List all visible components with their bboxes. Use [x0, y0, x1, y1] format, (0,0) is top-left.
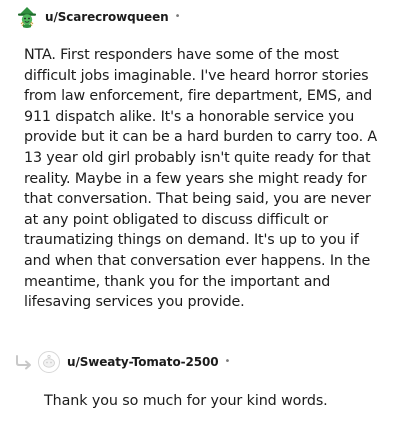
- default-avatar-icon[interactable]: [38, 351, 60, 373]
- comment-body: Thank you so much for your kind words.: [44, 393, 328, 409]
- username[interactable]: u/Scarecrowqueen: [45, 10, 169, 24]
- comment-header: [0, 4, 400, 30]
- scarecrow-avatar-icon[interactable]: [16, 6, 38, 28]
- separator-dot: •: [224, 356, 231, 367]
- comment-reply: [0, 349, 400, 412]
- comment-body: NTA. First responders have some of the most difficult jobs imaginable. I've heard horror stories from law enforcement, fire department, EMS, and 911 dispatch alike. It's a honorable service you provide but it can be a hard burden to carry too. A 13 year old girl probably isn't quite ready for that reality. Maybe in a few years she might ready for that conversation. That being said, you are never at any point obligated to discuss difficult or traumatizing things on demand. It's up to you if and when that conversation ever happens. In the meantime, thank you for the important and lifesaving services you provide.: [24, 47, 377, 311]
- comment: [0, 4, 400, 313]
- comment-header: [0, 349, 400, 375]
- separator-dot: •: [174, 11, 181, 22]
- username[interactable]: u/Sweaty-Tomato-2500: [67, 355, 219, 369]
- reply-arrow-icon: [14, 354, 34, 370]
